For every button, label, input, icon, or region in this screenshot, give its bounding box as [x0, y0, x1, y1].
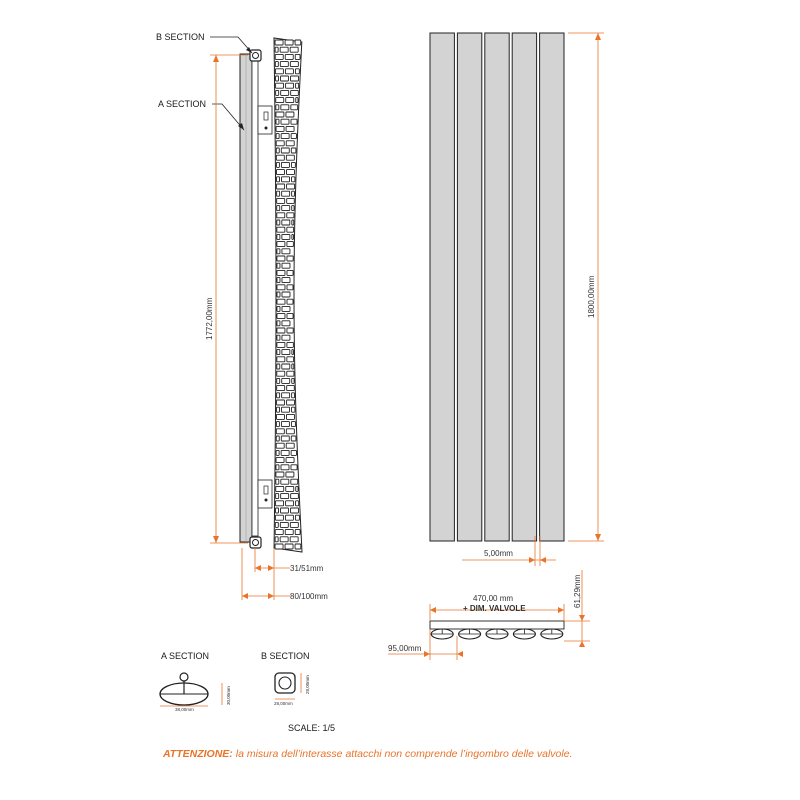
- brick: [276, 148, 279, 153]
- brick: [277, 270, 285, 275]
- brick: [286, 429, 294, 434]
- brick: [276, 134, 279, 139]
- brick: [277, 400, 285, 405]
- brick: [286, 155, 294, 160]
- brick: [276, 422, 279, 427]
- brick: [281, 105, 289, 110]
- brick: [277, 299, 285, 304]
- brick: [290, 522, 298, 527]
- brick: [287, 256, 293, 261]
- brick: [277, 350, 280, 355]
- brick: [276, 119, 279, 124]
- brick: [292, 191, 295, 196]
- brick: [275, 537, 278, 542]
- brick: [282, 407, 290, 412]
- brick: [277, 321, 280, 326]
- brick: [277, 292, 280, 297]
- brick: [282, 393, 290, 398]
- brick: [275, 54, 283, 59]
- brick: [277, 184, 285, 189]
- brick: [277, 213, 285, 218]
- radiator-column: [457, 33, 481, 541]
- brick: [285, 69, 293, 74]
- brick: [295, 40, 301, 45]
- brick: [296, 83, 299, 88]
- radiator-column: [540, 33, 564, 541]
- brick: [282, 234, 290, 239]
- brick: [282, 220, 290, 225]
- brick: [282, 249, 290, 254]
- brick: [276, 436, 279, 441]
- brick: [277, 335, 280, 340]
- brick: [277, 378, 280, 383]
- brick: [277, 191, 280, 196]
- brick: [276, 126, 284, 131]
- brick: [292, 393, 295, 398]
- brick: [276, 414, 284, 419]
- brick: [280, 47, 288, 52]
- brick-wall: [274, 38, 302, 552]
- brick: [276, 450, 279, 455]
- bottom-fitting: [250, 537, 261, 548]
- section-b-width: 28,00mm: [274, 701, 293, 706]
- brick: [277, 328, 285, 333]
- side-height-label: 1772,00mm: [205, 297, 214, 340]
- brick: [281, 76, 289, 81]
- brick: [276, 98, 284, 103]
- brick: [292, 177, 295, 182]
- radiator-column: [512, 33, 536, 541]
- pipe-height-dimension: [564, 570, 590, 647]
- brick: [276, 112, 284, 117]
- brick: [287, 357, 294, 362]
- bottom-profile-bar: [430, 621, 564, 629]
- a-section-label: A SECTION: [158, 99, 207, 109]
- warning-note: [162, 748, 573, 760]
- brick: [277, 220, 280, 225]
- brick: [292, 378, 294, 383]
- brick: [277, 342, 285, 347]
- brick: [276, 472, 284, 477]
- brick: [287, 314, 293, 319]
- brick: [291, 162, 295, 167]
- brick: [282, 350, 290, 355]
- brick: [276, 443, 284, 448]
- brick: [290, 537, 298, 542]
- brick: [287, 285, 293, 290]
- brick: [296, 486, 298, 491]
- front-height-dimension: [568, 33, 604, 541]
- brick: [276, 465, 279, 470]
- brick: [282, 292, 290, 297]
- brick: [282, 364, 290, 369]
- radiator-columns: [430, 33, 564, 541]
- brick: [277, 364, 280, 369]
- warning-text: la misura dell’interasse attacchi non comprende l’ingombro delle valvole.: [232, 748, 573, 760]
- brick: [277, 407, 280, 412]
- brick: [285, 40, 293, 45]
- brick: [275, 47, 278, 52]
- brick: [281, 119, 289, 124]
- brick: [291, 76, 299, 81]
- brick: [285, 515, 293, 520]
- section-b-title: B SECTION: [261, 651, 310, 661]
- bottom-tube: [486, 629, 508, 639]
- brick: [277, 242, 285, 247]
- bottom-width-dimension: [430, 594, 564, 621]
- depth-label-1: 31/51mm: [290, 564, 324, 573]
- brick: [286, 98, 294, 103]
- warning-lead: ATTENZIONE:: [163, 748, 233, 760]
- brick: [275, 508, 278, 513]
- brick: [276, 162, 279, 167]
- brick: [295, 69, 299, 74]
- brick: [277, 357, 285, 362]
- front-height-label: 1800,00mm: [587, 275, 596, 318]
- brick: [295, 544, 301, 549]
- brick: [281, 162, 289, 167]
- gap-label: 5,00mm: [484, 549, 513, 558]
- brick: [295, 54, 300, 59]
- brick: [280, 508, 288, 513]
- brick: [286, 141, 294, 146]
- brick: [282, 378, 290, 383]
- brick: [285, 54, 293, 59]
- brick: [291, 479, 298, 484]
- brick: [285, 530, 293, 535]
- brick: [275, 69, 283, 74]
- section-a-title: A SECTION: [161, 651, 210, 661]
- brick: [286, 501, 294, 506]
- brick: [282, 335, 290, 340]
- brick: [277, 393, 280, 398]
- brick: [291, 494, 299, 499]
- bottom-width-note: + DIM. VALVOLE: [463, 604, 526, 613]
- brick: [277, 198, 285, 203]
- radiator-column: [430, 33, 454, 541]
- brick: [287, 184, 295, 189]
- brick: [292, 407, 295, 412]
- brick: [286, 458, 294, 463]
- brick: [291, 119, 297, 124]
- offset-label: 95,00mm: [388, 644, 422, 653]
- brick: [281, 134, 289, 139]
- bottom-tube: [459, 629, 481, 639]
- bottom-tubes: [431, 629, 563, 639]
- brick: [290, 508, 298, 513]
- brick: [277, 278, 280, 283]
- brick: [282, 191, 290, 196]
- brick: [276, 170, 284, 175]
- brick: [292, 206, 294, 211]
- depth-label-2: 80/100mm: [290, 592, 328, 601]
- brick: [276, 501, 284, 506]
- brick: [276, 76, 279, 81]
- brick: [282, 177, 290, 182]
- brick: [275, 62, 278, 67]
- section-a-detail: [160, 651, 231, 712]
- brick: [291, 450, 296, 455]
- front-view: [430, 33, 604, 566]
- brick: [286, 443, 294, 448]
- brick: [282, 206, 290, 211]
- brick: [291, 134, 296, 139]
- brick: [292, 364, 294, 369]
- brick: [291, 105, 298, 110]
- brick: [276, 494, 279, 499]
- section-b-detail: [261, 651, 310, 706]
- b-section-label: B SECTION: [156, 32, 205, 42]
- pipe-height-label: 61,29mm: [573, 574, 582, 608]
- brick: [276, 458, 284, 463]
- brick: [277, 386, 285, 391]
- brick: [281, 494, 289, 499]
- brick: [282, 263, 290, 268]
- lower-bracket: [258, 480, 272, 508]
- brick: [291, 148, 296, 153]
- brick: [280, 537, 288, 542]
- brick: [277, 234, 280, 239]
- brick: [295, 515, 299, 520]
- brick: [296, 98, 298, 103]
- section-b-height: 28,00mm: [305, 675, 310, 694]
- bottom-view: [388, 570, 590, 660]
- brick: [291, 90, 299, 95]
- brick: [276, 486, 284, 491]
- brick: [291, 436, 296, 441]
- brick: [275, 515, 283, 520]
- brick: [281, 436, 289, 441]
- brick: [277, 256, 285, 261]
- radiator-rear-bar: [252, 60, 258, 536]
- section-a-height: 30,00mm: [226, 686, 231, 705]
- brick: [277, 177, 280, 182]
- brick: [282, 278, 290, 283]
- bottom-width-label: 470,00 mm: [473, 594, 514, 603]
- bottom-tube: [431, 629, 453, 639]
- brick: [287, 242, 293, 247]
- brick: [280, 62, 288, 67]
- brick: [292, 234, 294, 239]
- brick: [286, 112, 294, 117]
- brick: [275, 40, 283, 45]
- brick: [287, 400, 295, 405]
- brick: [292, 350, 294, 355]
- brick: [277, 306, 280, 311]
- brick: [275, 530, 283, 535]
- brick: [295, 530, 300, 535]
- brick: [275, 522, 278, 527]
- brick: [277, 249, 280, 254]
- brick: [277, 227, 285, 232]
- brick: [281, 90, 289, 95]
- brick: [277, 206, 280, 211]
- brick: [287, 386, 295, 391]
- brick: [292, 220, 294, 225]
- brick: [290, 47, 298, 52]
- brick: [276, 105, 279, 110]
- brick: [287, 328, 293, 333]
- bottom-tube: [541, 629, 563, 639]
- side-view: [156, 32, 328, 601]
- brick: [287, 227, 294, 232]
- brick: [282, 321, 290, 326]
- brick: [287, 213, 294, 218]
- bottom-tube: [513, 629, 535, 639]
- brick: [277, 263, 280, 268]
- brick: [276, 83, 284, 88]
- brick: [280, 522, 288, 527]
- brick: [281, 148, 289, 153]
- brick: [286, 83, 294, 88]
- brick: [281, 479, 289, 484]
- brick: [276, 155, 284, 160]
- b-section-leader: [210, 37, 252, 53]
- brick: [277, 314, 285, 319]
- brick: [282, 306, 290, 311]
- brick: [276, 90, 279, 95]
- brick: [291, 422, 295, 427]
- brick: [286, 170, 294, 175]
- section-a-width: 38,00mm: [175, 707, 194, 712]
- brick: [287, 299, 293, 304]
- top-fitting: [250, 50, 261, 61]
- brick: [276, 429, 284, 434]
- brick: [286, 414, 294, 419]
- brick: [291, 465, 297, 470]
- scale-label: SCALE: 1/5: [288, 723, 336, 733]
- brick: [286, 472, 294, 477]
- brick: [285, 544, 293, 549]
- brick: [286, 126, 294, 131]
- brick: [286, 486, 294, 491]
- brick: [275, 544, 283, 549]
- brick: [281, 450, 289, 455]
- brick: [287, 198, 295, 203]
- brick: [287, 342, 293, 347]
- brick: [276, 141, 284, 146]
- brick: [281, 465, 289, 470]
- brick: [290, 62, 298, 67]
- brick: [277, 285, 285, 290]
- brick: [296, 501, 299, 506]
- radiator-column: [485, 33, 509, 541]
- brick: [276, 479, 279, 484]
- brick: [287, 371, 294, 376]
- brick: [281, 422, 289, 427]
- brick: [287, 270, 293, 275]
- brick: [277, 371, 285, 376]
- upper-bracket: [258, 106, 272, 134]
